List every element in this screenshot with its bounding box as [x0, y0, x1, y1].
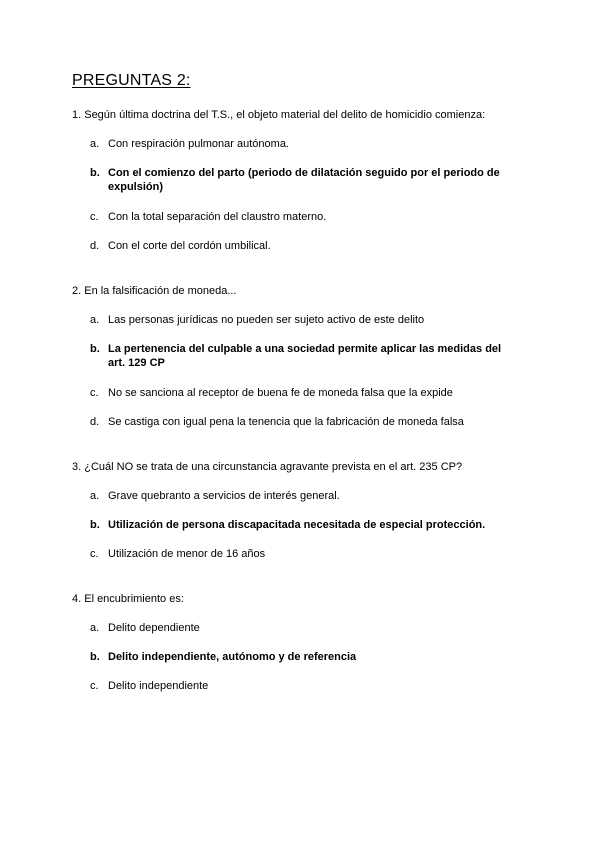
- option-text: Utilización de persona discapacitada necesitada de especial protección.: [108, 519, 486, 531]
- option-letter: b.: [90, 343, 100, 355]
- q1-option-b-correct: [90, 166, 520, 194]
- page-title: PREGUNTAS 2:: [72, 72, 191, 89]
- q1-option-d: [90, 239, 520, 253]
- q4-option-a: [90, 621, 520, 635]
- option-letter: d.: [90, 416, 100, 428]
- q4-option-c: [90, 679, 520, 693]
- option-text: Las personas jurídicas no pueden ser sujeto activo de este delito: [108, 314, 425, 326]
- option-text: La pertenencia del culpable a una sociedad permite aplicar las medidas del art. 129 CP: [108, 343, 502, 369]
- q2-option-c: [90, 386, 520, 400]
- option-text: Grave quebranto a servicios de interés general.: [108, 490, 340, 502]
- option-letter: b.: [90, 519, 100, 531]
- option-text: Con el comienzo del parto (periodo de dilatación seguido por el periodo de expulsión): [108, 167, 500, 193]
- question-4: 4. El encubrimiento es:: [72, 593, 184, 605]
- option-letter: b.: [90, 167, 100, 179]
- q1-option-a: [90, 137, 520, 151]
- option-text: Con la total separación del claustro materno.: [108, 211, 327, 223]
- option-letter: d.: [90, 240, 100, 252]
- q2-option-b-correct: [90, 342, 520, 370]
- option-text: Utilización de menor de 16 años: [108, 548, 266, 560]
- option-letter: c.: [90, 680, 99, 692]
- option-letter: b.: [90, 651, 100, 663]
- q3-option-c: [90, 547, 520, 561]
- q2-option-d: [90, 415, 520, 429]
- option-letter: c.: [90, 548, 99, 560]
- option-letter: a.: [90, 314, 100, 326]
- option-text: Delito independiente: [108, 680, 209, 692]
- option-text: No se sanciona al receptor de buena fe de moneda falsa que la expide: [108, 387, 453, 399]
- option-text: Delito dependiente: [108, 622, 200, 634]
- q2-option-a: [90, 313, 520, 327]
- q3-option-a: [90, 489, 520, 503]
- question-3: 3. ¿Cuál NO se trata de una circunstancia agravante prevista en el art. 235 CP?: [72, 461, 463, 473]
- q1-option-c: [90, 210, 520, 224]
- q4-option-b-correct: [90, 650, 520, 664]
- option-letter: a.: [90, 490, 100, 502]
- q3-option-b-correct: [90, 518, 520, 532]
- option-letter: a.: [90, 138, 100, 150]
- option-text: Con el corte del cordón umbilical.: [108, 240, 271, 252]
- option-letter: c.: [90, 387, 99, 399]
- option-letter: a.: [90, 622, 100, 634]
- option-text: Delito independiente, autónomo y de referencia: [108, 651, 357, 663]
- option-text: Con respiración pulmonar autónoma.: [108, 138, 289, 150]
- option-letter: c.: [90, 211, 99, 223]
- option-text: Se castiga con igual pena la tenencia que la fabricación de moneda falsa: [108, 416, 464, 428]
- question-2: 2. En la falsificación de moneda...: [72, 285, 237, 297]
- question-1: 1. Según última doctrina del T.S., el objeto material del delito de homicidio comienza:: [72, 109, 486, 121]
